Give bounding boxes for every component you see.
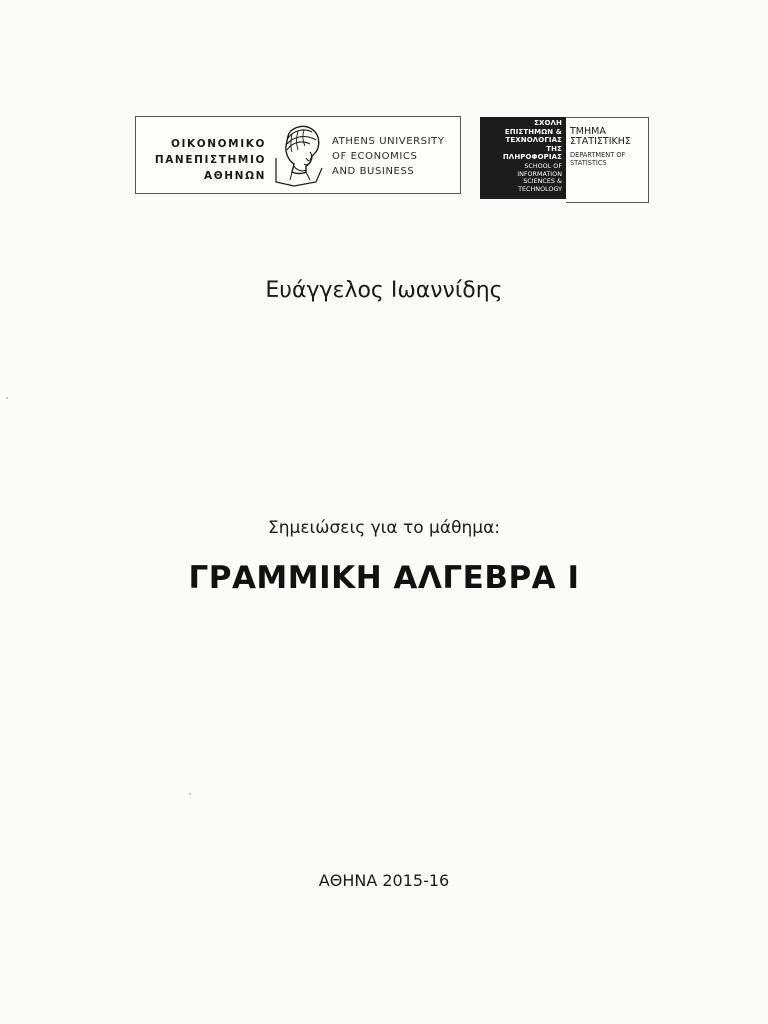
department-name-greek — [570, 127, 631, 147]
school-name-greek-line: ΤΕΧΝΟΛΟΓΙΑΣ — [505, 136, 562, 145]
department-name-greek-line: ΣΤΑΤΙΣΤΙΚΗΣ — [570, 136, 631, 147]
place-and-year: ΑΘΗΝΑ 2015-16 — [318, 871, 450, 890]
school-name-greek-line: ΤΗΣ — [546, 144, 562, 153]
university-name-greek-line: ΟΙΚΟΝΟΜΙΚΟ — [170, 138, 266, 150]
school-name-english-line: TECHNOLOGY — [518, 184, 562, 193]
department-name-english — [570, 151, 625, 167]
school-name-greek-line: ΠΛΗΡΟΦΟΡΙΑΣ — [502, 153, 562, 162]
department-name-english-line: STATISTICS — [570, 159, 607, 167]
school-logo — [480, 117, 566, 199]
university-name-english-line: OF ECONOMICS — [332, 151, 418, 162]
department-logo — [566, 117, 649, 203]
school-name-greek-line: ΕΠΙΣΤΗΜΩΝ & — [504, 127, 562, 136]
course-title: ΓΡΑΜΜΙΚΗ ΑΛΓΕΒΡΑ Ι — [188, 560, 580, 596]
school-name-greek — [480, 119, 562, 162]
author-name: Ευάγγελος Ιωαννίδης — [265, 278, 503, 303]
university-logo — [135, 116, 461, 194]
athena-head-emblem-icon — [272, 122, 330, 188]
school-name-english-line: SCHOOL OF — [524, 161, 562, 170]
scan-speck — [6, 397, 8, 399]
school-name-english-line: INFORMATION — [517, 169, 562, 178]
university-name-english — [332, 134, 445, 179]
university-name-greek — [136, 136, 266, 184]
department-name-greek-line: ΤΜΗΜΑ — [570, 126, 606, 137]
university-name-english-line: ATHENS UNIVERSITY — [332, 136, 445, 147]
school-name-english-line: SCIENCES & — [523, 177, 562, 186]
scan-speck — [189, 793, 191, 795]
course-notes-subtitle: Σημειώσεις για το μάθημα: — [267, 518, 500, 538]
school-name-english — [480, 163, 562, 193]
university-name-greek-line: ΑΘΗΝΩΝ — [204, 170, 266, 182]
department-name-english-line: DEPARTMENT OF — [570, 151, 626, 159]
university-name-greek-line: ΠΑΝΕΠΙΣΤΗΜΙΟ — [154, 154, 266, 166]
school-name-greek-line: ΣΧΟΛΗ — [534, 119, 562, 127]
university-name-english-line: AND BUSINESS — [332, 166, 415, 177]
